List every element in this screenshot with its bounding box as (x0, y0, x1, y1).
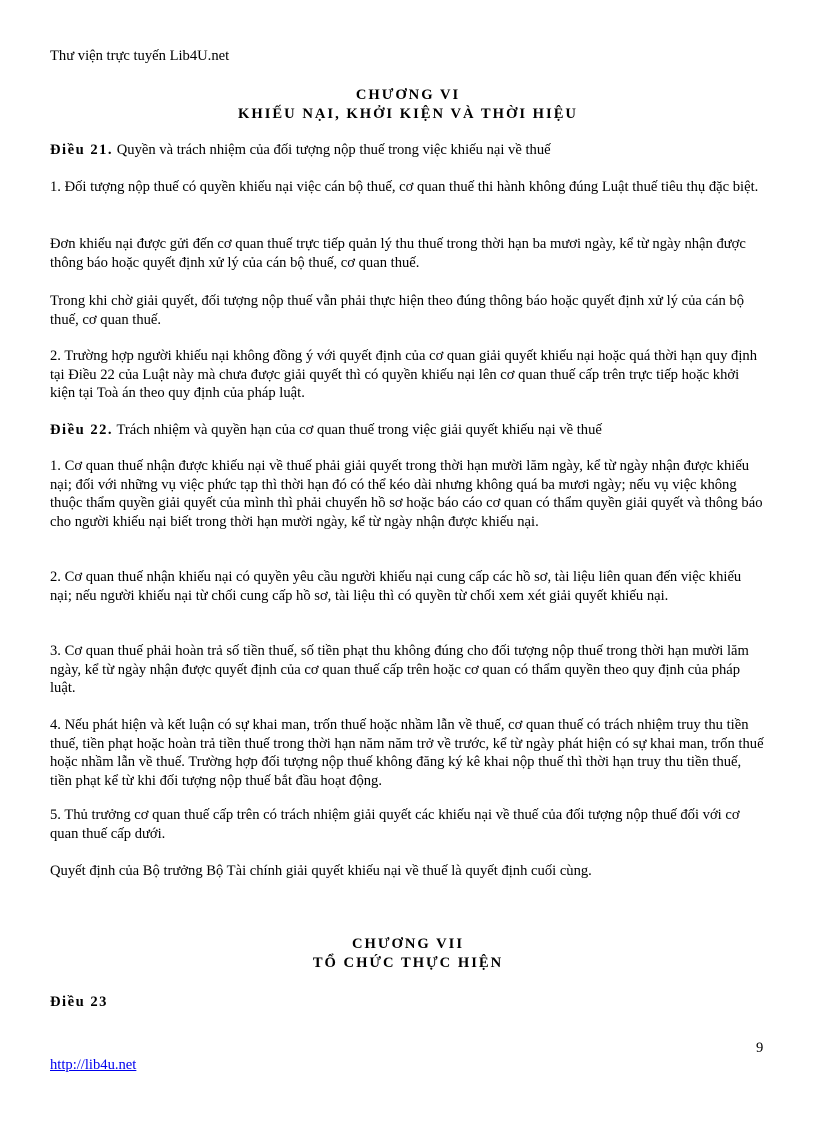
article-21 (50, 141, 766, 160)
footer-link[interactable]: http://lib4u.net (50, 1057, 137, 1073)
page-header-site: Thư viện trực tuyến Lib4U.net (50, 48, 230, 64)
article-22-para-2: 2. Cơ quan thuế nhận khiếu nại có quyền yêu cầu người khiếu nại cung cấp các hồ sơ, tài liệu liên quan đến việc khiếu nại; nếu người khiếu nại từ chối cung cấp hồ sơ, tài liệu thì có quyền từ chối xem xét giải quyết khiếu nại. (50, 569, 742, 604)
article-22-title: Trách nhiệm và quyền hạn của cơ quan thuế trong việc giải quyết khiếu nại về thuế (116, 422, 602, 438)
article-21-title: Quyền và trách nhiệm của đối tượng nộp thuế trong việc khiếu nại về thuế (116, 142, 551, 158)
article-21-para-1: 1. Đối tượng nộp thuế có quyền khiếu nại việc cán bộ thuế, cơ quan thuế thi hành không đúng Luật thuế tiêu thụ đặc biệt. (50, 179, 759, 195)
article-21-para-4: 2. Trường hợp người khiếu nại không đồng ý với quyết định của cơ quan giải quyết khiếu nại hoặc quá thời hạn quy định tại Điều 22 của Luật này mà chưa được giải quyết thì có quyền khiếu nại lên cơ quan thuế cấp trên trực tiếp hoặc khởi kiện tại Toà án theo quy định của pháp luật. (50, 348, 757, 401)
article-22 (50, 421, 766, 440)
article-22-label: Điều 22. (50, 422, 114, 438)
page-number: 9 (756, 1040, 764, 1056)
chapter-7-title: TỔ CHỨC THỰC HIỆN (312, 955, 504, 971)
chapter-7-number: CHƯƠNG VII (351, 936, 465, 952)
article-22-para-1: 1. Cơ quan thuế nhận được khiếu nại về thuế phải giải quyết trong thời hạn mười lăm ngày, kể từ ngày nhận được khiếu nại; đối với những vụ việc phức tạp thì thời hạn đó có thể kéo dài nhưng không quá ba mươi ngày; nếu vụ việc không thuộc thẩm quyền giải quyết của mình thì phải chuyển hồ sơ hoặc báo cáo cơ quan có thẩm quyền giải quyết và thông báo cho người khiếu nại biết trong thời hạn mười ngày, kể từ ngày nhận được khiếu nại. (50, 458, 763, 530)
article-22-para-6: Quyết định của Bộ trưởng Bộ Tài chính giải quyết khiếu nại về thuế là quyết định cuối cùng. (50, 863, 592, 879)
article-21-label: Điều 21. (50, 142, 114, 158)
chapter-6-number: CHƯƠNG VI (355, 87, 461, 103)
article-22-heading (50, 421, 766, 440)
article-21-para-2: Đơn khiếu nại được gửi đến cơ quan thuế trực tiếp quản lý thu thuế trong thời hạn ba mươi ngày, kể từ ngày nhận được thông báo hoặc quyết định xử lý của cán bộ thuế, cơ quan thuế. (50, 236, 746, 271)
chapter-6-title: KHIẾU NẠI, KHỞI KIỆN VÀ THỜI HIỆU (238, 106, 578, 122)
article-21-para-3: Trong khi chờ giải quyết, đối tượng nộp thuế vẫn phải thực hiện theo đúng thông báo hoặc quyết định xử lý của cán bộ thuế, cơ quan thuế. (50, 293, 745, 328)
article-22-para-3: 3. Cơ quan thuế phải hoàn trả số tiền thuế, số tiền phạt thu không đúng cho đối tượng nộp thuế trong thời hạn mười lăm ngày, kể từ ngày nhận được quyết định của cơ quan thuế cấp trên hoặc cơ quan có thẩm quyền theo quy định của pháp luật. (50, 643, 749, 696)
article-22-para-4: 4. Nếu phát hiện và kết luận có sự khai man, trốn thuế hoặc nhầm lẫn về thuế, cơ quan thuế có trách nhiệm truy thu tiền thuế, tiền phạt hoặc hoàn trả tiền thuế trong thời hạn năm năm trở về trước, kể từ ngày phát hiện có sự khai man, trốn thuế hoặc nhầm lẫn về thuế. Trường hợp đối tượng nộp thuế không đăng ký kê khai nộp thuế thì thời hạn truy thu tiền thuế, tiền phạt kể từ khi đối tượng nộp thuế bắt đầu hoạt động. (50, 717, 764, 789)
article-23-label: Điều 23 (50, 994, 108, 1010)
article-21-heading (50, 141, 766, 160)
chapter-6-heading (50, 86, 766, 124)
article-22-para-5: 5. Thủ trưởng cơ quan thuế cấp trên có trách nhiệm giải quyết các khiếu nại về thuế của đối tượng nộp thuế đối với cơ quan thuế cấp dưới. (50, 807, 740, 842)
chapter-7-heading (50, 935, 766, 973)
